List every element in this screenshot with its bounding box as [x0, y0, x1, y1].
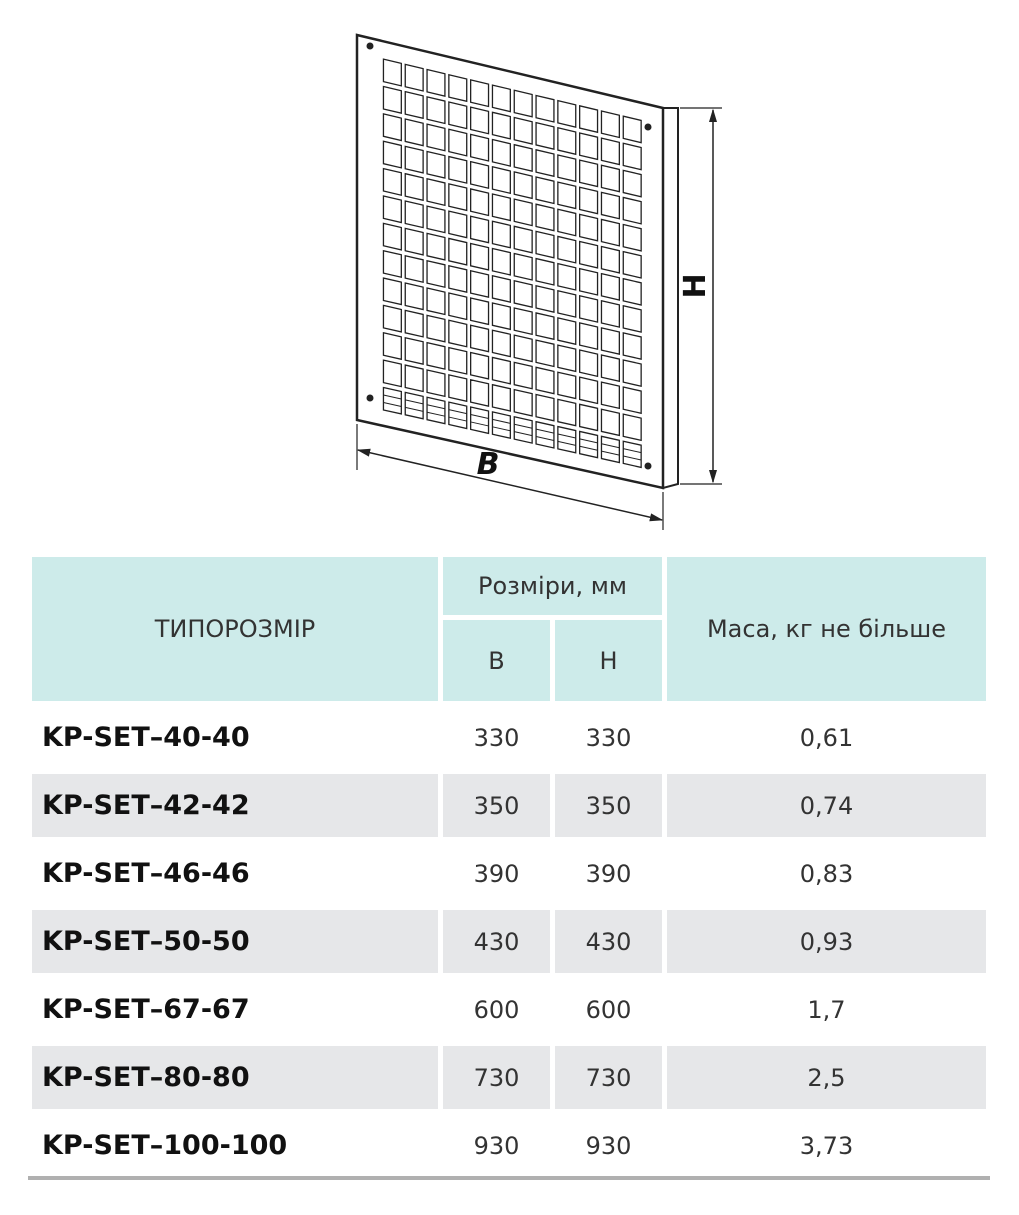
grille-opening	[580, 214, 598, 240]
grille-opening	[580, 160, 598, 186]
b-cell: 730	[443, 1046, 555, 1114]
grille-opening	[471, 271, 489, 297]
grille-opening	[514, 308, 532, 334]
grille-opening	[449, 293, 467, 319]
grille-opening	[471, 216, 489, 242]
dim-b-label: B	[476, 447, 500, 482]
grille-opening	[449, 402, 467, 428]
grille-opening	[492, 357, 510, 383]
grille-opening	[405, 174, 423, 201]
grille-opening	[623, 360, 641, 386]
grille-opening	[405, 283, 423, 309]
grille-opening	[623, 441, 641, 467]
grille-opening	[383, 141, 401, 168]
grille-opening	[471, 243, 489, 269]
grille-opening	[558, 318, 576, 344]
grille-opening	[405, 392, 423, 418]
grille-opening	[558, 291, 576, 317]
grille-opening	[492, 85, 510, 112]
grille-opening	[449, 102, 467, 129]
grille-opening	[492, 276, 510, 302]
grille-opening	[580, 241, 598, 267]
b-cell: 350	[443, 774, 555, 842]
grille-opening	[492, 167, 510, 194]
grille-opening	[623, 170, 641, 196]
table-row	[32, 842, 986, 910]
grille-opening	[427, 233, 445, 260]
grille-opening	[558, 182, 576, 208]
grille-opening	[514, 390, 532, 416]
grille-opening	[514, 145, 532, 172]
grille-opening	[383, 59, 401, 86]
grille-opening	[492, 330, 510, 356]
grille-opening	[471, 407, 489, 433]
grille-opening	[427, 206, 445, 233]
grille-opening	[514, 226, 532, 252]
grille-opening	[383, 169, 401, 196]
bottom-rule	[28, 1176, 990, 1180]
grille-opening	[623, 414, 641, 440]
grille-opening	[558, 399, 576, 425]
grille-opening	[383, 305, 401, 331]
grille-opening	[427, 124, 445, 151]
grille-opening	[405, 146, 423, 173]
h-cell: 350	[555, 774, 667, 842]
grille-opening	[405, 201, 423, 228]
grille-opening	[536, 123, 554, 150]
header-b: B	[443, 620, 555, 706]
table-row	[32, 1114, 986, 1182]
grille-opening	[558, 209, 576, 235]
grille-opening	[405, 92, 423, 119]
grille-opening	[601, 274, 619, 300]
grille-opening	[601, 355, 619, 381]
grille-opening	[383, 196, 401, 223]
mass-cell: 0,61	[667, 706, 986, 774]
grille-opening	[383, 278, 401, 305]
grille-opening	[623, 306, 641, 332]
screw-hole-icon	[367, 395, 374, 402]
b-cell: 930	[443, 1114, 555, 1182]
grille-opening	[383, 333, 401, 359]
grille-opening	[383, 87, 401, 114]
header-dimensions: Розміри, мм	[443, 557, 667, 620]
model-cell: KP-SET–50-50	[32, 910, 443, 978]
grille-opening	[558, 101, 576, 128]
grille-opening	[536, 313, 554, 339]
grille-opening	[514, 117, 532, 144]
grille-opening	[514, 335, 532, 361]
grille-opening	[449, 238, 467, 264]
table-row	[32, 706, 986, 774]
model-cell: KP-SET–100-100	[32, 1114, 443, 1182]
mass-cell: 0,93	[667, 910, 986, 978]
h-cell: 600	[555, 978, 667, 1046]
grille-opening	[601, 219, 619, 245]
grille-opening	[405, 119, 423, 146]
mass-cell: 0,74	[667, 774, 986, 842]
grille-opening	[536, 394, 554, 420]
grille-opening	[492, 385, 510, 411]
grille-opening	[449, 375, 467, 401]
grille-opening	[471, 325, 489, 351]
grille-opening	[623, 197, 641, 223]
grille-opening	[536, 204, 554, 230]
grille-opening	[405, 228, 423, 255]
grille-opening	[449, 266, 467, 292]
grille-opening	[601, 192, 619, 218]
grille-opening	[514, 362, 532, 388]
grille-opening	[601, 247, 619, 273]
grille-opening	[580, 323, 598, 349]
screw-hole-icon	[645, 124, 652, 131]
grille-opening	[492, 248, 510, 274]
grille-opening	[623, 333, 641, 359]
grille-opening	[383, 360, 401, 386]
grille-opening	[580, 431, 598, 457]
grille-opening	[558, 155, 576, 181]
grille-opening	[558, 372, 576, 398]
grille-opening	[383, 388, 401, 414]
grille-opening	[492, 140, 510, 167]
mass-cell: 2,5	[667, 1046, 986, 1114]
b-cell: 600	[443, 978, 555, 1046]
grille-opening	[558, 128, 576, 154]
grille-opening	[427, 288, 445, 314]
grille-opening	[514, 90, 532, 117]
grille-opening	[514, 172, 532, 198]
grille-opening	[492, 194, 510, 220]
grille-opening	[601, 111, 619, 137]
grille-opening	[623, 387, 641, 413]
grille-opening	[427, 179, 445, 206]
grille-opening	[471, 134, 489, 161]
grille-opening	[449, 348, 467, 374]
grille-opening	[383, 223, 401, 250]
grille-opening	[427, 261, 445, 287]
table-row	[32, 774, 986, 842]
grille-opening	[623, 116, 641, 142]
b-cell: 330	[443, 706, 555, 774]
grille-opening	[449, 320, 467, 346]
grille-opening	[449, 129, 467, 156]
grille-opening	[514, 254, 532, 280]
header-mass: Маса, кг не більше	[667, 557, 986, 706]
grille-opening	[601, 436, 619, 462]
grille-opening	[405, 256, 423, 283]
grille-opening	[580, 133, 598, 159]
grille-opening	[536, 95, 554, 122]
grille-opening	[449, 211, 467, 238]
grille-opening	[580, 106, 598, 132]
grille-opening	[536, 150, 554, 176]
grille-opening	[580, 404, 598, 430]
h-cell: 430	[555, 910, 667, 978]
grille-opening	[558, 345, 576, 371]
grille-opening	[580, 296, 598, 322]
grille-opening	[601, 328, 619, 354]
grille-opening	[601, 165, 619, 191]
grille-opening	[558, 427, 576, 453]
table-row	[32, 1046, 986, 1114]
grille-opening	[383, 251, 401, 278]
grille-opening	[580, 350, 598, 376]
grille-side	[663, 108, 678, 488]
grille-opening	[427, 370, 445, 396]
model-cell: KP-SET–42-42	[32, 774, 443, 842]
grille-opening	[405, 338, 423, 364]
h-cell: 330	[555, 706, 667, 774]
b-cell: 390	[443, 842, 555, 910]
grille-opening	[514, 199, 532, 225]
grille-opening	[405, 365, 423, 391]
screw-hole-icon	[645, 463, 652, 470]
grille-opening	[536, 286, 554, 312]
grille-opening	[427, 97, 445, 124]
grille-opening	[580, 187, 598, 213]
grille-opening	[623, 279, 641, 305]
grille-opening	[492, 221, 510, 247]
grille-opening	[383, 114, 401, 141]
grille-opening	[427, 70, 445, 97]
grille-opening	[471, 189, 489, 216]
h-cell: 930	[555, 1114, 667, 1182]
grille-opening	[580, 269, 598, 295]
grille-opening	[405, 64, 423, 91]
model-cell: KP-SET–80-80	[32, 1046, 443, 1114]
b-cell: 430	[443, 910, 555, 978]
grille-opening	[427, 315, 445, 341]
grille-opening	[601, 138, 619, 164]
grille-opening	[514, 417, 532, 443]
grille-opening	[623, 225, 641, 251]
grille-opening	[558, 236, 576, 262]
model-cell: KP-SET–46-46	[32, 842, 443, 910]
grille-opening	[492, 112, 510, 139]
grille-opening	[536, 177, 554, 203]
grille-opening	[623, 143, 641, 169]
grille-opening	[471, 162, 489, 189]
grille-opening	[514, 281, 532, 307]
grille-opening	[601, 382, 619, 408]
header-h: H	[555, 620, 667, 706]
grille-drawing	[340, 20, 740, 540]
grille-opening	[492, 303, 510, 329]
grille-opening	[536, 422, 554, 448]
spec-table	[32, 557, 986, 1182]
mass-cell: 1,7	[667, 978, 986, 1046]
grille-opening	[601, 301, 619, 327]
grille-opening	[405, 310, 423, 336]
grille-opening	[536, 259, 554, 285]
table-row	[32, 910, 986, 978]
grille-opening	[449, 157, 467, 184]
grille-opening	[492, 412, 510, 438]
grille-opening	[558, 264, 576, 290]
grille-opening	[536, 231, 554, 257]
grille-opening	[471, 107, 489, 134]
grille-opening	[427, 151, 445, 178]
grille-opening	[449, 184, 467, 211]
grille-opening	[449, 75, 467, 102]
grille-opening	[471, 80, 489, 107]
grille-opening	[427, 343, 445, 369]
grille-opening	[580, 377, 598, 403]
grille-opening	[471, 353, 489, 379]
mass-cell: 0,83	[667, 842, 986, 910]
model-cell: KP-SET–40-40	[32, 706, 443, 774]
mass-cell: 3,73	[667, 1114, 986, 1182]
grille-opening	[471, 298, 489, 324]
table-row	[32, 978, 986, 1046]
model-cell: KP-SET–67-67	[32, 978, 443, 1046]
grille-opening	[601, 409, 619, 435]
h-cell: 390	[555, 842, 667, 910]
grille-opening	[536, 340, 554, 366]
grille-opening	[536, 367, 554, 393]
header-model: ТИПОРОЗМІР	[32, 557, 443, 706]
grille-opening	[471, 380, 489, 406]
screw-hole-icon	[367, 43, 374, 50]
grille-opening	[623, 252, 641, 278]
dim-h-label: H	[678, 273, 713, 299]
grille-opening	[427, 397, 445, 423]
h-cell: 730	[555, 1046, 667, 1114]
